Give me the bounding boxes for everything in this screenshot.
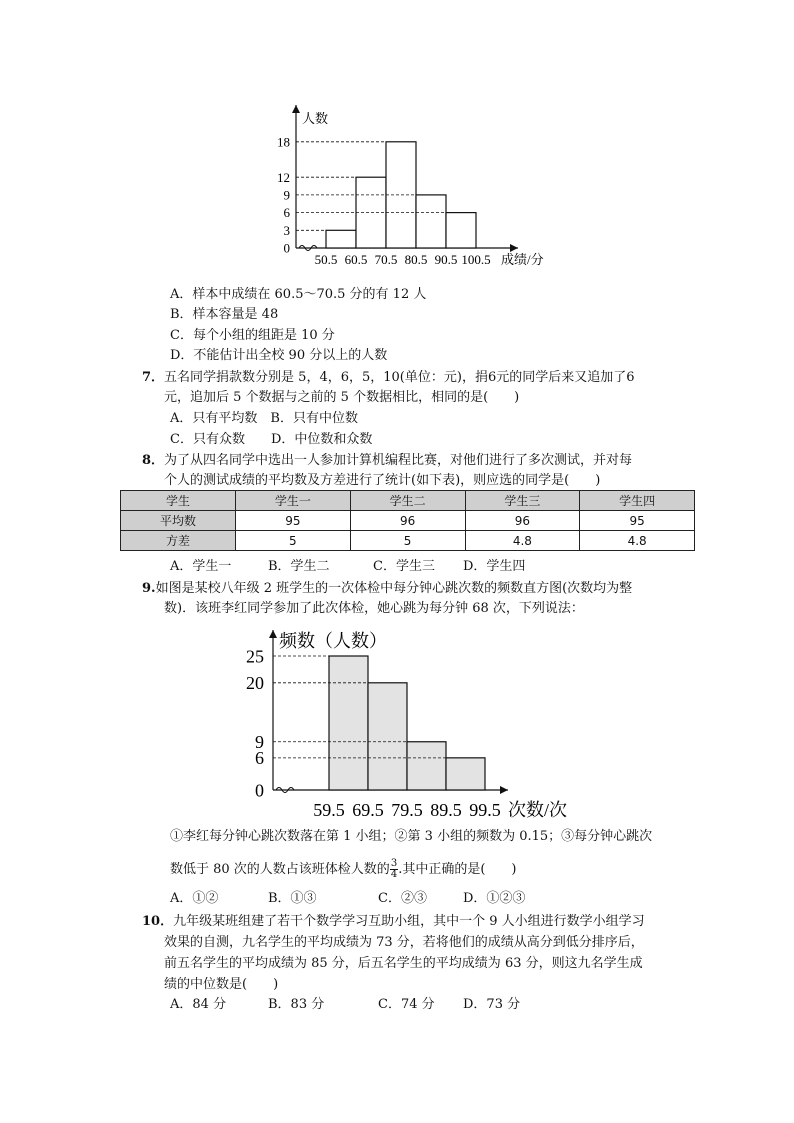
- table-cell: 96: [465, 511, 580, 531]
- x-tick-label: 70.5: [374, 252, 398, 267]
- y-axis-arrow-icon: [292, 105, 300, 113]
- histogram-bar: [326, 230, 356, 248]
- q6-option-d: D．不能估计出全校 90 分以上的人数: [170, 348, 388, 363]
- q9-statement-line2: [170, 856, 516, 884]
- q10-text-line3: 前五名学生的平均成绩为 85 分，后五名学生的平均成绩为 63 分，则这九名学生成: [164, 956, 643, 971]
- y-tick-label: 9: [283, 187, 290, 203]
- q10-text-line1: 九年级某班组建了若干个数学学习互助小组，其中一个 9 人小组进行数学小组学习: [173, 914, 645, 929]
- y-tick-label: 20: [246, 673, 264, 694]
- fraction: [390, 859, 398, 880]
- table-row: [121, 531, 695, 551]
- q10-text-line4: 绩的中位数是( ): [164, 977, 279, 992]
- q9-statement-line1: ①李红每分钟心跳次数落在第 1 小组；②第 3 小组的频数为 0.15；③每分钟心跳次: [170, 829, 653, 844]
- table-cell: 4.8: [580, 531, 695, 551]
- q9-option-c: C．②③: [378, 891, 427, 906]
- q7-options-ab: A．只有平均数 B．只有中位数: [170, 411, 358, 426]
- q7-question: [142, 369, 635, 387]
- x-tick-label: 59.5: [313, 800, 345, 820]
- y-tick-label: 0: [255, 780, 264, 801]
- histogram-bar: [446, 213, 476, 248]
- q9-option-b: B．①③: [268, 891, 317, 906]
- q9-option-d: D．①②③: [463, 891, 526, 906]
- q10-option-d: D．73 分: [463, 997, 521, 1012]
- q8-text-line1: 为了从四名同学中选出一人参加计算机编程比赛，对他们进行了多次测试，并对每: [164, 453, 633, 468]
- x-tick-label: 69.5: [352, 800, 384, 820]
- x-axis-arrow-icon: [510, 244, 518, 252]
- q7-number: 7．: [142, 370, 165, 385]
- y-tick-label: 25: [246, 646, 264, 667]
- y-axis-label: 人数: [302, 111, 329, 126]
- q8-option-d: D．学生四: [463, 559, 526, 574]
- q8-text-line2: 个人的测试成绩的平均数及方差进行了统计(如下表)，则应选的同学是( ): [164, 473, 601, 488]
- x-tick-label: 80.5: [404, 252, 428, 267]
- q10-option-b: B．83 分: [268, 997, 325, 1012]
- fraction-denominator: 4: [390, 869, 398, 880]
- histogram-bar: [446, 758, 485, 790]
- table-cell: 95: [580, 511, 695, 531]
- heartbeat-histogram: [240, 622, 585, 827]
- q9-question: [142, 580, 632, 598]
- histogram-bar: [407, 742, 446, 790]
- q8-option-b: B．学生二: [268, 559, 330, 574]
- table-header-cell: 学生一: [236, 491, 351, 511]
- q6-option-a: A．样本中成绩在 60.5～70.5 分的有 12 人: [170, 287, 427, 302]
- x-tick-label: 79.5: [391, 800, 423, 820]
- fraction-numerator: 3: [390, 858, 398, 869]
- q10-number: 10．: [142, 914, 174, 929]
- table-cell: 平均数: [121, 511, 236, 531]
- y-tick-label: 6: [255, 748, 264, 769]
- x-tick-label: 89.5: [430, 800, 462, 820]
- q9-number: 9.: [142, 581, 156, 596]
- x-axis-label: 次数/次: [508, 800, 568, 820]
- score-histogram: [270, 100, 570, 275]
- q10-text-line2: 效果的自测，九名学生的平均成绩为 73 分，若将他们的成绩从高分到低分排序后，: [164, 935, 644, 950]
- table-header-cell: 学生四: [580, 491, 695, 511]
- x-tick-label: 100.5: [461, 252, 491, 267]
- x-tick-label: 50.5: [314, 252, 338, 267]
- x-tick-label: 90.5: [434, 252, 458, 267]
- q8-option-c: C．学生三: [373, 559, 435, 574]
- y-tick-label: 18: [277, 134, 290, 150]
- table-header-row: [121, 491, 695, 511]
- y-tick-label: 12: [277, 169, 290, 185]
- q9-statement-post: .其中正确的是( ): [398, 862, 517, 877]
- q9-statement-pre: 数低于 80 次的人数占该班体检人数的: [170, 862, 390, 877]
- q10-option-c: C．74 分: [378, 997, 435, 1012]
- q6-option-b: B．样本容量是 48: [170, 307, 279, 322]
- table-header-cell: 学生: [121, 491, 236, 511]
- q10-option-a: A．84 分: [170, 997, 227, 1012]
- y-axis-arrow-icon: [269, 630, 277, 638]
- x-tick-label: 99.5: [469, 800, 501, 820]
- table-row: [121, 511, 695, 531]
- histogram-bar: [329, 656, 368, 790]
- y-tick-label: 3: [283, 222, 290, 238]
- table-cell: 96: [350, 511, 465, 531]
- q7-options-cd: C．只有众数 D．中位数和众数: [170, 432, 373, 447]
- y-tick-label: 6: [283, 205, 290, 221]
- table-cell: 4.8: [465, 531, 580, 551]
- table-cell: 5: [350, 531, 465, 551]
- q9-text-line2: 数)．该班李红同学参加了此次体检，她心跳为每分钟 68 次，下列说法：: [164, 601, 584, 616]
- q6-option-c: C．每个小组的组距是 10 分: [170, 328, 335, 343]
- table-cell: 方差: [121, 531, 236, 551]
- table-cell: 5: [236, 531, 351, 551]
- q9-option-a: A．①②: [170, 891, 219, 906]
- x-axis-label: 成绩/分: [501, 252, 544, 267]
- q7-text-line1: 五名同学捐款数分别是 5，4，6，5，10(单位：元)，捐6元的同学后来又追加了6: [164, 370, 635, 385]
- x-axis-arrow-icon: [500, 786, 508, 794]
- y-tick-label: 9: [255, 732, 264, 753]
- stats-table: [120, 490, 695, 551]
- table-header-cell: 学生二: [350, 491, 465, 511]
- q8-number: 8．: [142, 453, 165, 468]
- q7-text-line2: 元，追加后 5 个数据与之前的 5 个数据相比，相同的是( ): [164, 390, 520, 405]
- x-tick-label: 60.5: [344, 252, 368, 267]
- table-cell: 95: [236, 511, 351, 531]
- y-axis-label: 频数（人数）: [279, 631, 387, 651]
- histogram-bar: [416, 195, 446, 248]
- q9-text-line1: 如图是某校八年级 2 班学生的一次体检中每分钟心跳次数的频数直方图(次数均为整: [155, 581, 633, 596]
- histogram-bar: [368, 683, 407, 790]
- q8-question: [142, 452, 632, 470]
- table-header-cell: 学生三: [465, 491, 580, 511]
- q10-question: [142, 913, 645, 931]
- q8-option-a: A．学生一: [170, 559, 232, 574]
- y-tick-label: 0: [283, 240, 290, 256]
